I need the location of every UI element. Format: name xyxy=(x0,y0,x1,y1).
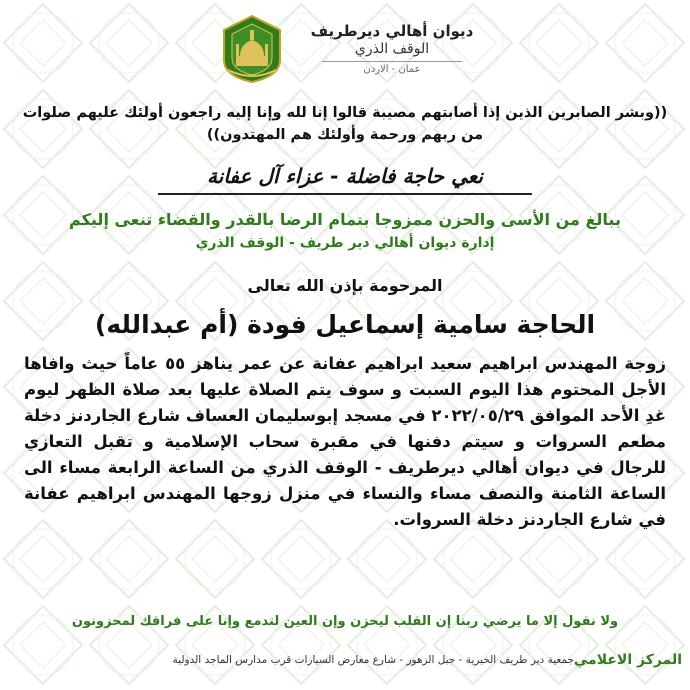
org-location: عمان - الاردن xyxy=(363,64,421,75)
footer-brand: المركز الاعلامي xyxy=(573,652,682,668)
announcement-lines xyxy=(16,208,674,254)
deceased-label: المرحومة بإذن الله تعالى xyxy=(247,276,443,295)
org-block xyxy=(292,22,492,76)
quran-verse: ((وبشر الصابرين الذين إذا أصابتهم مصيبة قالوا إنا لله وإنا إليه راجعون أولئك عليهم صلوات من ربهم ورحمة وأولئك هم المهتدون)) xyxy=(22,105,668,143)
header-divider xyxy=(322,61,462,62)
title-underline xyxy=(158,193,532,195)
footer xyxy=(0,646,690,682)
org-subtitle: الوقف الذري xyxy=(354,41,430,57)
announcement-line-1: ببالغ من الأسى والحزن ممزوجا بتمام الرضا بالقدر والقضاء تنعى إليكم xyxy=(69,210,621,229)
title-row xyxy=(0,164,690,194)
obituary-body: زوجة المهندس ابراهيم سعيد ابراهيم عفانة عن عمر يناهز ٥٥ عاماً حيث وافاها الأجل المحتوم هذا اليوم السبت و سوف يتم الصلاة عليها بعد صلاة الظهر ليوم غدِ الأحد الموافق ٢٠٢٢/٠٥/٢٩ في مسجد إبوسليمان العساف شارع الجاردنز دخلة مطعم السروات و سيتم دفنها في مقبرة سحاب الإسلامية و تقبل التعازي للرجال في ديوان أهالي ديرطريف - الوقف الذري من الساعة الرابعة مساء الى الساعة الثامنة والنصف مساء والنساء في منزل زوجها المهندس ابراهيم عفانة في شارع الجاردنز دخلة السروات. xyxy=(24,354,666,529)
announcement-line-2: إدارة ديوان أهالي دير طريف - الوقف الذري xyxy=(195,235,495,251)
mosque-logo-icon xyxy=(220,14,284,84)
closing-prayer: ولا نقول إلا ما يرضي ربنا إن القلب ليحزن وإن العين لتدمع وإنا على فراقك لمحزونون xyxy=(71,614,619,629)
header xyxy=(200,14,500,88)
org-name: ديوان أهالي ديرطريف xyxy=(310,22,474,40)
obituary-title: نعي حاجة فاضلة - عزاء آل عفانة xyxy=(207,164,483,188)
deceased-name: الحاجة سامية إسماعيل فودة (أم عبدالله) xyxy=(94,310,596,339)
footer-address: جمعية دير طريف الخيرية - جبل الزهور - شارع معارض السيارات قرب مدارس الماجد الدولية xyxy=(172,654,574,666)
